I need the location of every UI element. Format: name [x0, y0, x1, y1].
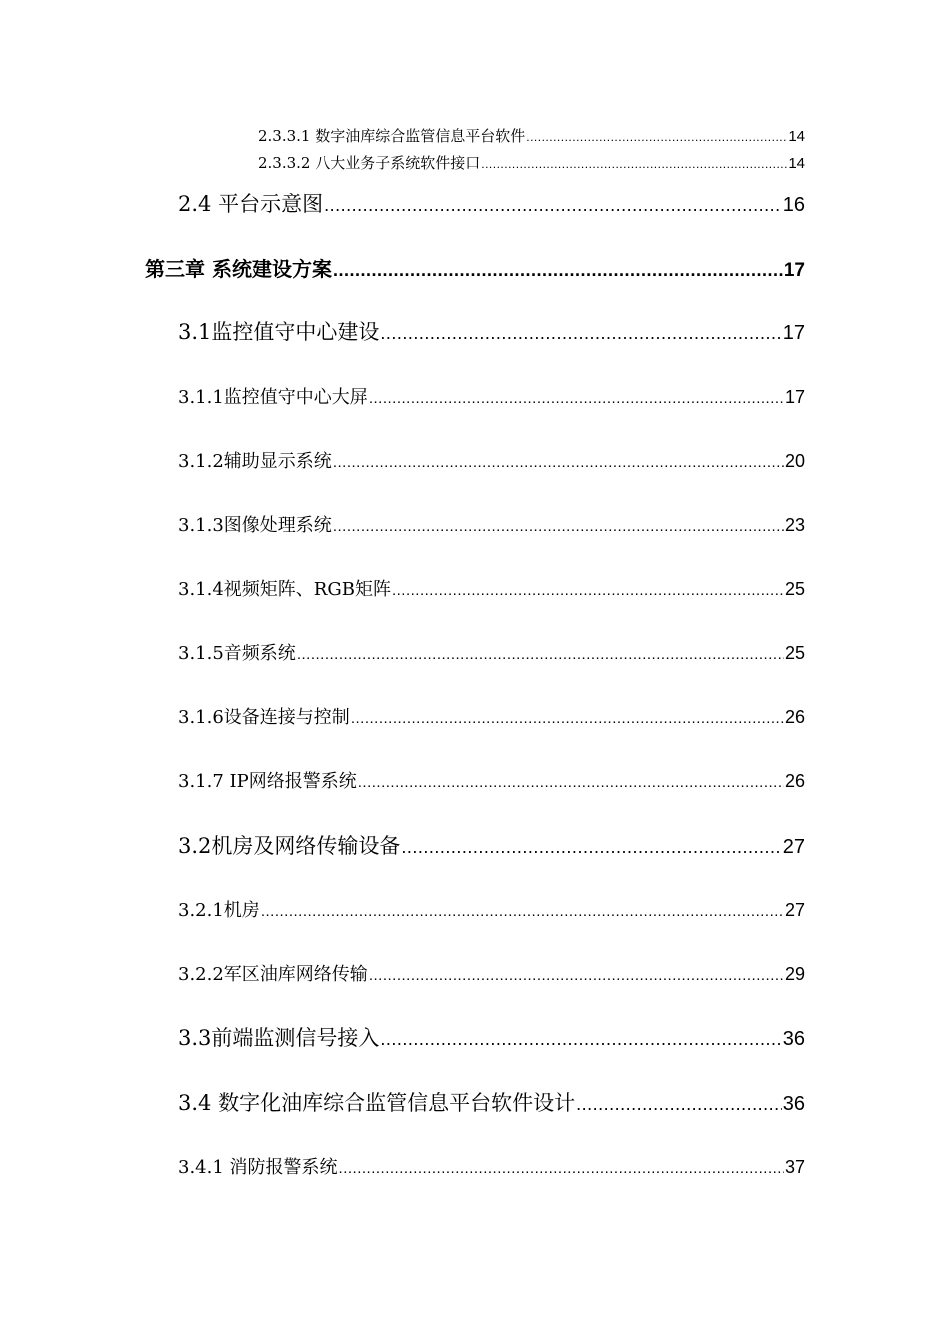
toc-entry-page: 37: [784, 1157, 805, 1177]
toc-dot-leader: [297, 647, 784, 662]
toc-entry-page: 16: [782, 194, 805, 216]
toc-entry[interactable]: [178, 836, 805, 857]
toc-entry[interactable]: [178, 1158, 805, 1177]
toc-entry-title: 3.1.7 IP网络报警系统: [178, 771, 357, 792]
toc-entry-page: 17: [784, 387, 805, 407]
toc-dot-leader: [261, 904, 784, 919]
toc-entry-page: 36: [782, 1028, 805, 1050]
toc-entry-title: 3.2机房及网络传输设备: [178, 834, 401, 858]
toc-entry-page: 27: [784, 900, 805, 920]
toc-entry[interactable]: [178, 772, 805, 791]
toc-entry-page: 17: [782, 322, 805, 344]
toc-entry-page: 25: [784, 643, 805, 663]
toc-dot-leader: [481, 158, 787, 170]
toc-entry[interactable]: [178, 1028, 805, 1049]
toc-dot-leader: [526, 131, 787, 143]
toc-dot-leader: [333, 519, 784, 534]
toc-entry[interactable]: [178, 965, 805, 984]
toc-entry[interactable]: [178, 901, 805, 920]
toc-dot-leader: [351, 711, 784, 726]
toc-entry-title: 3.1.1监控值守中心大屏: [178, 387, 368, 408]
toc-entry-title: 2.4 平台示意图: [178, 192, 324, 216]
toc-dot-leader: [369, 391, 784, 406]
toc-entry-page: 17: [783, 260, 805, 281]
toc-entry-title: 2.3.3.1 数字油库综合监管信息平台软件: [258, 127, 526, 145]
toc-entry-page: 26: [784, 771, 805, 791]
toc-entry-page: 27: [782, 836, 805, 858]
toc-entry-title: 3.1.6设备连接与控制: [178, 707, 350, 728]
toc-entry[interactable]: [178, 452, 805, 471]
toc-entry[interactable]: [258, 156, 805, 171]
toc-dot-leader: [576, 1095, 782, 1113]
toc-dot-leader: [380, 324, 781, 342]
toc-entry-title: 3.1监控值守中心建设: [178, 320, 380, 344]
toc-entry-title: 第三章 系统建设方案: [145, 257, 332, 281]
toc-dot-leader: [358, 775, 784, 790]
toc-dot-leader: [401, 838, 781, 856]
toc-entry-title: 3.4.1 消防报警系统: [178, 1157, 338, 1178]
toc-dot-leader: [324, 196, 782, 214]
toc-entry-page: 29: [784, 964, 805, 984]
toc-dot-leader: [339, 1161, 784, 1176]
toc-entry-page: 26: [784, 707, 805, 727]
toc-entry-page: 14: [788, 155, 805, 172]
toc-entry[interactable]: [178, 580, 805, 599]
toc-dot-leader: [369, 968, 784, 983]
toc-dot-leader: [380, 1030, 781, 1048]
toc-entry[interactable]: [178, 644, 805, 663]
toc-entry-title: 3.1.2辅助显示系统: [178, 451, 332, 472]
toc-entry-page: 36: [782, 1093, 805, 1115]
toc-entry-page: 25: [784, 579, 805, 599]
toc-dot-leader: [333, 261, 783, 279]
toc-entry[interactable]: [178, 516, 805, 535]
toc-entry-title: 3.1.4视频矩阵、RGB矩阵: [178, 579, 391, 600]
toc-entry[interactable]: [258, 129, 805, 144]
toc-entry[interactable]: [178, 322, 805, 343]
toc-entry-title: 3.1.5音频系统: [178, 643, 296, 664]
toc-entry[interactable]: [178, 1093, 805, 1114]
toc-entry[interactable]: [178, 194, 805, 215]
toc-entry-title: 3.2.2军区油库网络传输: [178, 964, 368, 985]
toc-dot-leader: [333, 455, 784, 470]
toc-entry-title: 2.3.3.2 八大业务子系统软件接口: [258, 154, 481, 172]
toc-entry-title: 3.4 数字化油库综合监管信息平台软件设计: [178, 1091, 576, 1115]
toc-chapter-entry[interactable]: [145, 259, 805, 280]
toc-entry-title: 3.1.3图像处理系统: [178, 515, 332, 536]
toc-entry-page: 14: [788, 128, 805, 145]
toc-entry[interactable]: [178, 388, 805, 407]
toc-entry-title: 3.2.1机房: [178, 900, 260, 921]
toc-entry-title: 3.3前端监测信号接入: [178, 1026, 380, 1050]
toc-entry-page: 20: [784, 451, 805, 471]
toc-dot-leader: [392, 583, 784, 598]
toc-entry[interactable]: [178, 708, 805, 727]
toc-entry-page: 23: [784, 515, 805, 535]
